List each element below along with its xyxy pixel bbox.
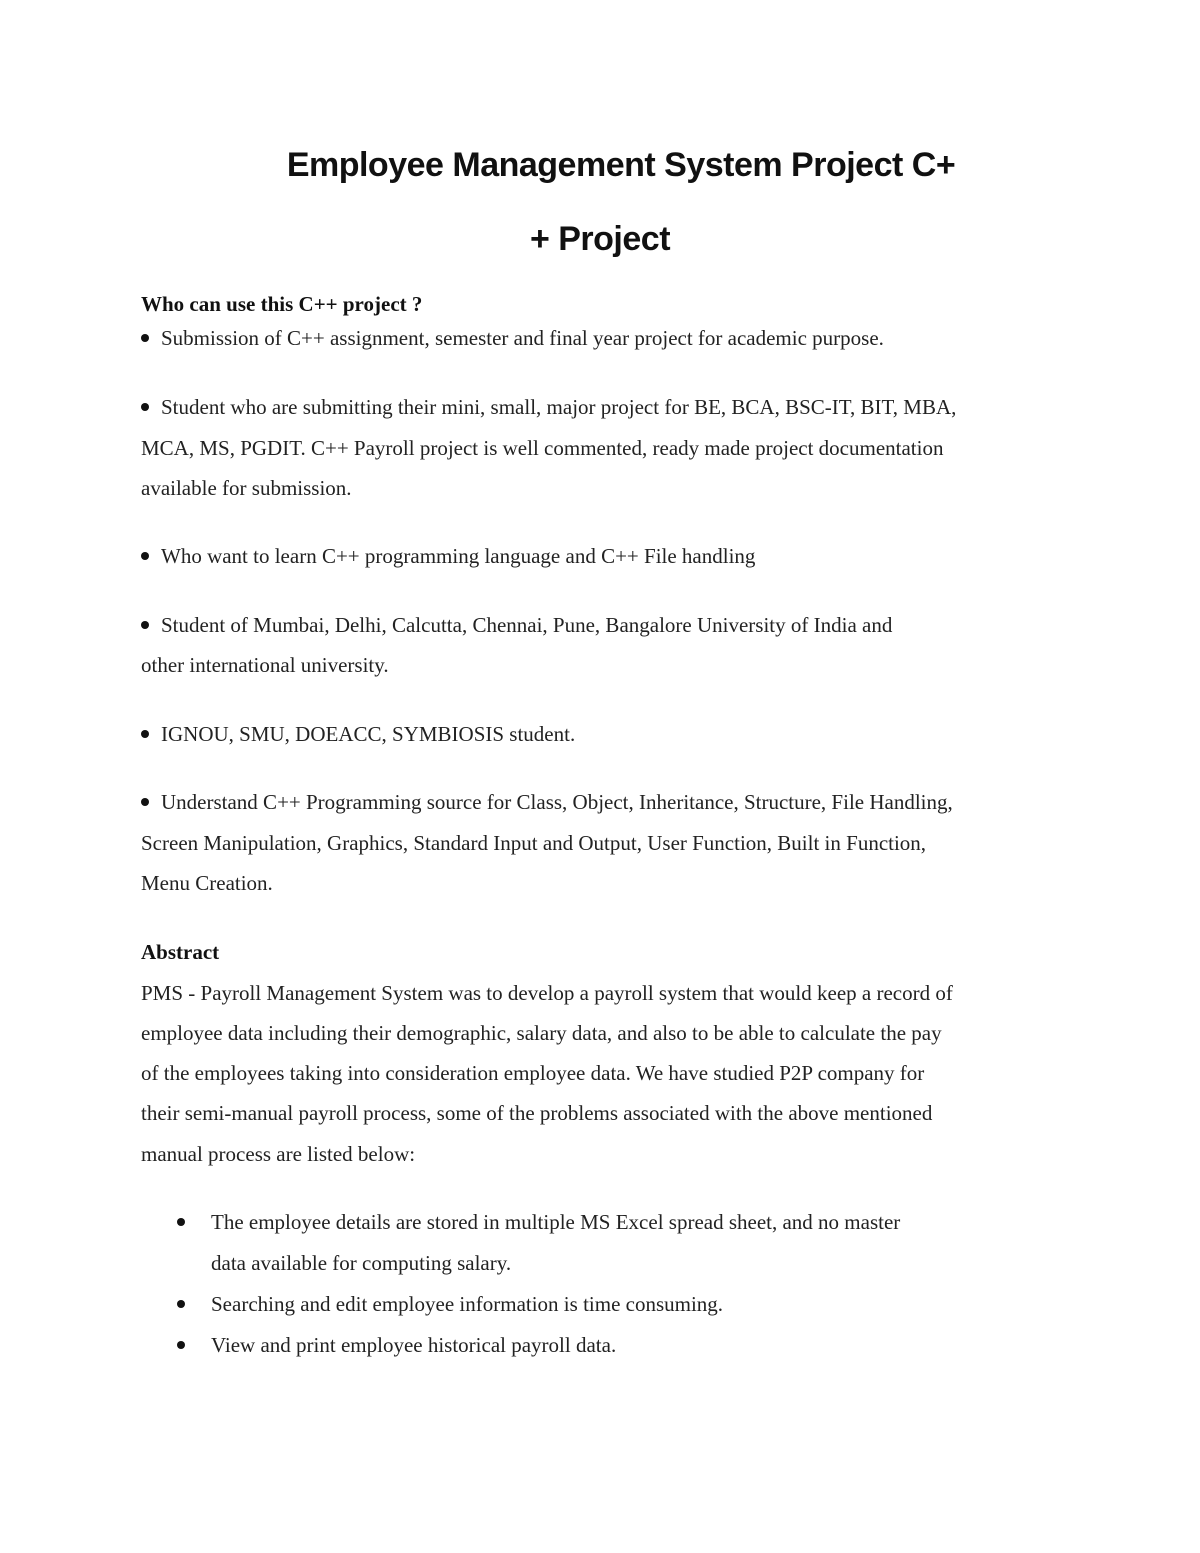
list-item-continuation: Menu Creation. <box>141 871 273 895</box>
list-item <box>141 325 884 351</box>
document-title-line2: + Project <box>529 220 671 258</box>
list-item <box>141 543 755 569</box>
bullet-icon <box>177 1341 185 1349</box>
list-item-line: Submission of C++ assignment, semester and final year project for academic purpose. <box>161 326 884 350</box>
list-item: View and print employee historical payroll data. <box>211 1333 617 1357</box>
bullet-icon <box>177 1300 185 1308</box>
paragraph-line: of the employees taking into consideration employee data. We have studied P2P company for <box>141 1061 925 1085</box>
document-title-line1: Employee Management System Project C+ <box>286 146 956 184</box>
bullet-icon <box>141 621 149 629</box>
list-item <box>141 394 956 420</box>
bullet-icon <box>141 403 149 411</box>
paragraph-line: PMS - Payroll Management System was to develop a payroll system that would keep a record of <box>141 981 953 1005</box>
bullet-icon <box>141 798 149 806</box>
list-item-continuation: other international university. <box>141 653 389 677</box>
list-item: Searching and edit employee information is time consuming. <box>211 1292 724 1316</box>
list-item <box>141 612 892 638</box>
list-item-continuation: Screen Manipulation, Graphics, Standard Input and Output, User Function, Built in Function, <box>141 831 927 855</box>
paragraph-line: manual process are listed below: <box>141 1142 416 1166</box>
list-item-continuation: available for submission. <box>141 476 352 500</box>
list-item: The employee details are stored in multiple MS Excel spread sheet, and no master <box>211 1210 901 1234</box>
list-item-line: Understand C++ Programming source for Class, Object, Inheritance, Structure, File Handling, <box>161 790 953 814</box>
bullet-icon <box>177 1218 185 1226</box>
list-item-continuation: data available for computing salary. <box>211 1251 512 1275</box>
list-item-line: Student who are submitting their mini, small, major project for BE, BCA, BSC-IT, BIT, MBA, <box>161 395 957 419</box>
list-item <box>141 789 953 815</box>
paragraph-line: employee data including their demographic, salary data, and also to be able to calculate the pay <box>141 1021 942 1045</box>
paragraph-line: their semi-manual payroll process, some of the problems associated with the above mentioned <box>141 1101 933 1125</box>
list-item-line: Student of Mumbai, Delhi, Calcutta, Chennai, Pune, Bangalore University of India and <box>161 613 893 637</box>
list-item-continuation: MCA, MS, PGDIT. C++ Payroll project is well commented, ready made project documentation <box>141 436 944 460</box>
bullet-icon <box>141 552 149 560</box>
list-item-line: IGNOU, SMU, DOEACC, SYMBIOSIS student. <box>161 722 576 746</box>
section-heading-abstract: Abstract <box>141 940 220 964</box>
list-item <box>141 721 575 747</box>
list-item-line: Who want to learn C++ programming language and C++ File handling <box>161 544 756 568</box>
bullet-icon <box>141 334 149 342</box>
section-heading-who-can-use: Who can use this C++ project ? <box>141 292 423 316</box>
bullet-icon <box>141 730 149 738</box>
